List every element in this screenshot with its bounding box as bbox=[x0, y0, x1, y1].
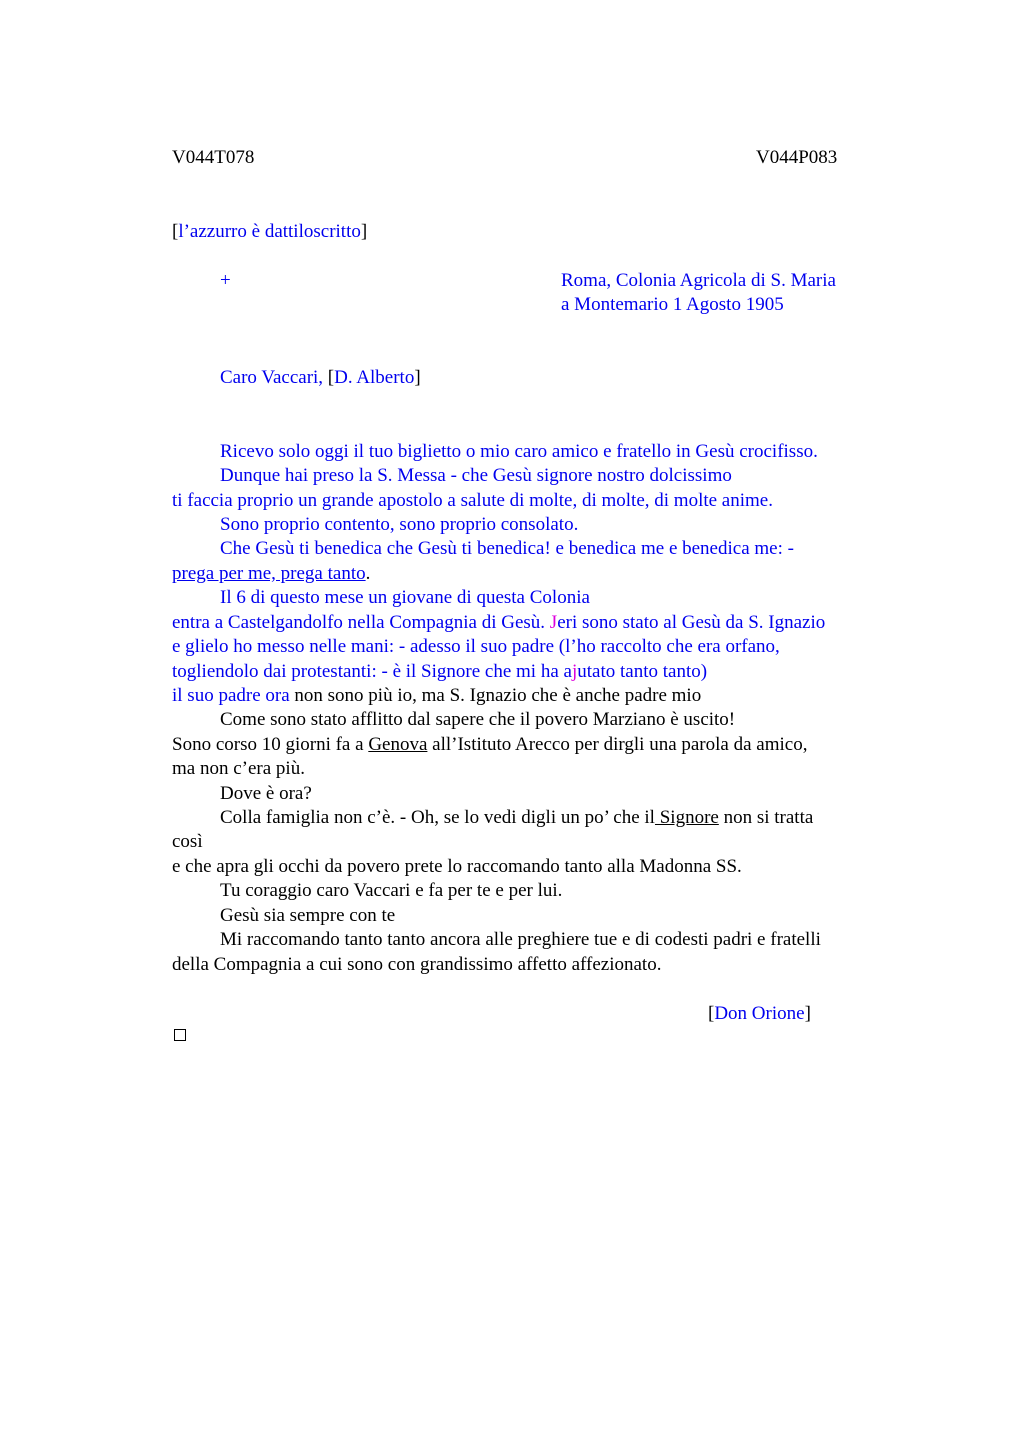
text-segment: non sono più io, ma S. Ignazio che è anche padre mio bbox=[289, 685, 702, 706]
body-line: Che Gesù ti benedica che Gesù ti benedica! e benedica me e benedica me: - bbox=[220, 538, 794, 559]
body-line: ma non c’era più. bbox=[172, 758, 305, 779]
bracket-close: ] bbox=[414, 367, 421, 388]
body-line: Tu coraggio caro Vaccari e fa per te e per lui. bbox=[220, 880, 563, 901]
cross-symbol: + bbox=[220, 270, 231, 291]
signature bbox=[708, 1002, 811, 1026]
signature-name: Don Orione bbox=[714, 1003, 805, 1024]
text-segment: Sono corso 10 giorni fa a bbox=[172, 734, 369, 755]
text-segment: utato tanto tanto) bbox=[577, 661, 708, 682]
place-date-line-2: a Montemario 1 Agosto 1905 bbox=[561, 294, 784, 315]
editorial-note bbox=[172, 220, 367, 244]
text-segment: entra a Castelgandolfo nella Compagnia di Gesù. bbox=[172, 612, 550, 633]
body-line bbox=[220, 806, 813, 830]
text-segment: Colla famiglia non c’è. - Oh, se lo vedi digli un po’ che il bbox=[220, 807, 655, 828]
body-line: Come sono stato afflitto dal sapere che il povero Marziano è uscito! bbox=[220, 709, 736, 730]
underlined-text: prega per me, prega tanto bbox=[172, 563, 366, 584]
corrected-letter: j bbox=[571, 661, 578, 682]
body-line: della Compagnia a cui sono con grandissimo affetto affezionato. bbox=[172, 954, 662, 975]
body-line: e glielo ho messo nelle mani: - adesso il suo padre (l’ho raccolto che era orfano, bbox=[172, 636, 780, 657]
text-segment: il suo padre ora bbox=[172, 685, 290, 706]
body-line: Dove è ora? bbox=[220, 783, 312, 804]
place-date-line-1: Roma, Colonia Agricola di S. Maria bbox=[561, 270, 836, 291]
body-line bbox=[172, 611, 825, 635]
body-line bbox=[172, 562, 370, 586]
end-mark-square-icon bbox=[174, 1029, 186, 1041]
period: . bbox=[365, 563, 371, 584]
body-line: Ricevo solo oggi il tuo biglietto o mio caro amico e fratello in Gesù crocifisso. bbox=[220, 441, 818, 462]
underlined-text: Genova bbox=[368, 734, 428, 755]
body-line bbox=[172, 684, 701, 708]
document-code-left: V044T078 bbox=[172, 147, 255, 168]
underlined-text: Signore bbox=[654, 807, 719, 828]
editorial-note-text: l’azzurro è dattiloscritto bbox=[178, 221, 361, 242]
bracket-close: ] bbox=[360, 221, 368, 242]
recipient-name: D. Alberto bbox=[334, 367, 415, 388]
bracket-open: [ bbox=[327, 367, 335, 388]
body-line: Mi raccomando tanto tanto ancora alle preghiere tue e di codesti padri e fratelli bbox=[220, 929, 821, 950]
document-code-right: V044P083 bbox=[756, 147, 838, 168]
text-segment: non si tratta bbox=[718, 807, 814, 828]
salutation-text: Caro Vaccari, bbox=[220, 367, 328, 388]
salutation bbox=[220, 366, 421, 390]
text-segment: eri sono stato al Gesù da S. Ignazio bbox=[557, 612, 826, 633]
body-line bbox=[172, 660, 707, 684]
text-segment: togliendolo dai protestanti: - è il Signore che mi ha a bbox=[172, 661, 572, 682]
body-line bbox=[172, 733, 807, 757]
bracket-open: [ bbox=[172, 221, 179, 242]
bracket-close: ] bbox=[804, 1003, 811, 1024]
body-line: ti faccia proprio un grande apostolo a salute di molte, di molte, di molte anime. bbox=[172, 490, 773, 511]
body-line: Dunque hai preso la S. Messa - che Gesù signore nostro dolcissimo bbox=[220, 465, 732, 486]
corrected-letter: J bbox=[549, 612, 558, 633]
body-line: Il 6 di questo mese un giovane di questa Colonia bbox=[220, 587, 590, 608]
body-line: Sono proprio contento, sono proprio consolato. bbox=[220, 514, 579, 535]
body-line: così bbox=[172, 831, 203, 852]
body-line: Gesù sia sempre con te bbox=[220, 905, 396, 926]
bracket-open: [ bbox=[708, 1003, 715, 1024]
text-segment: all’Istituto Arecco per dirgli una parola da amico, bbox=[427, 734, 808, 755]
body-line: e che apra gli occhi da povero prete lo raccomando tanto alla Madonna SS. bbox=[172, 856, 742, 877]
